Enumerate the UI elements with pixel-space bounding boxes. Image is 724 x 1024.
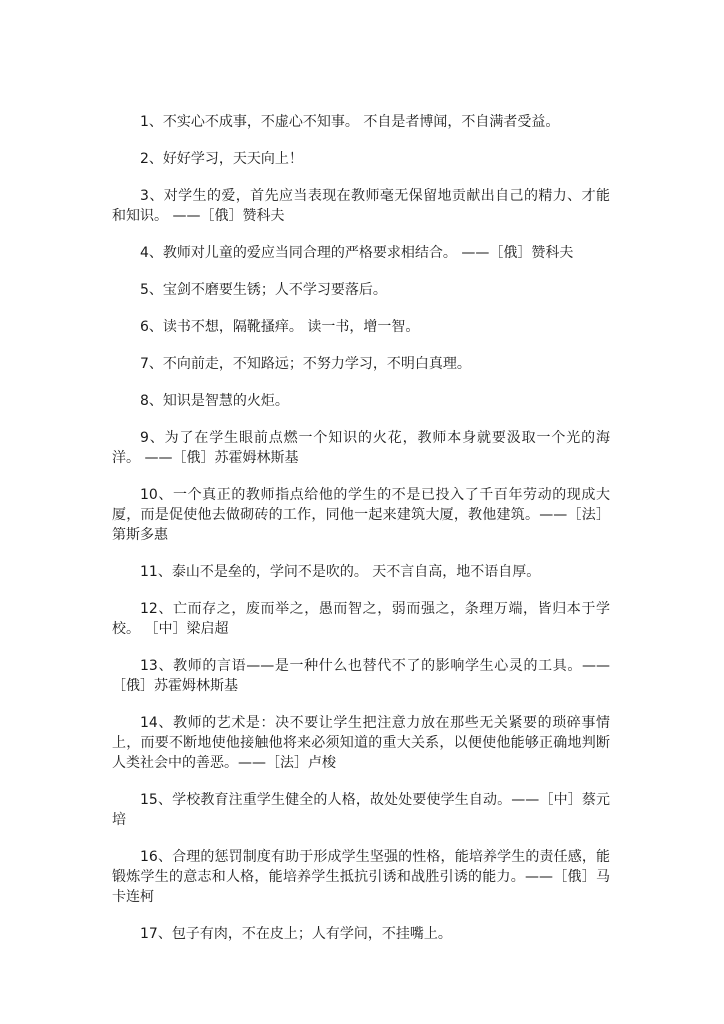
paragraph-5: 5、宝剑不磨要生锈；人不学习要落后。	[140, 282, 387, 298]
paragraph-15: 15、学校教育注重学生健全的人格，故处处要使学生自动。——［中］蔡元培	[112, 792, 610, 828]
paragraph-13: 13、教师的言语——是一种什么也替代不了的影响学生心灵的工具。——［俄］苏霍姆林斯基	[112, 658, 610, 694]
paragraph-12: 12、亡而存之，废而举之，愚而智之，弱而强之，条理万端，皆归本于学校。 ［中］梁启超	[112, 601, 610, 637]
paragraph-3: 3、对学生的爱，首先应当表现在教师毫无保留地贡献出自己的精力、才能和知识。 ——［俄］赞科夫	[112, 188, 610, 224]
paragraph-2: 2、好好学习，天天向上！	[140, 151, 303, 167]
paragraph-10: 10、一个真正的教师指点给他的学生的不是已投入了千百年劳动的现成大厦，而是促使他去做砌砖的工作，同他一起来建筑大厦，教他建筑。——［法］第斯多惠	[112, 487, 610, 543]
paragraph-6: 6、读书不想，隔靴搔痒。 读一书，增一智。	[140, 319, 420, 335]
document-body	[112, 112, 610, 961]
paragraph-14: 14、教师的艺术是：决不要让学生把注意力放在那些无关紧要的琐碎事情上，而要不断地使他接触他将来必须知道的重大关系，以便使他能够正确地判断人类社会中的善恶。——［法］卢梭	[112, 715, 610, 771]
paragraph-16: 16、合理的惩罚制度有助于形成学生坚强的性格，能培养学生的责任感，能锻炼学生的意志和人格，能培养学生抵抗引诱和战胜引诱的能力。——［俄］马卡连柯	[112, 849, 610, 905]
paragraph-8: 8、知识是智慧的火炬。	[140, 393, 289, 409]
paragraph-9: 9、为了在学生眼前点燃一个知识的火花，教师本身就要汲取一个光的海洋。 ——［俄］苏霍姆林斯基	[112, 430, 610, 466]
paragraph-7: 7、不向前走，不知路远；不努力学习，不明白真理。	[140, 356, 471, 372]
paragraph-1: 1、不实心不成事，不虚心不知事。 不自是者博闻，不自满者受益。	[140, 114, 560, 130]
paragraph-4: 4、教师对儿童的爱应当同合理的严格要求相结合。 ——［俄］赞科夫	[140, 245, 574, 261]
paragraph-11: 11、泰山不是垒的，学问不是吹的。 天不言自高，地不语自厚。	[140, 564, 541, 580]
paragraph-17: 17、包子有肉，不在皮上；人有学问，不挂嘴上。	[140, 926, 452, 942]
